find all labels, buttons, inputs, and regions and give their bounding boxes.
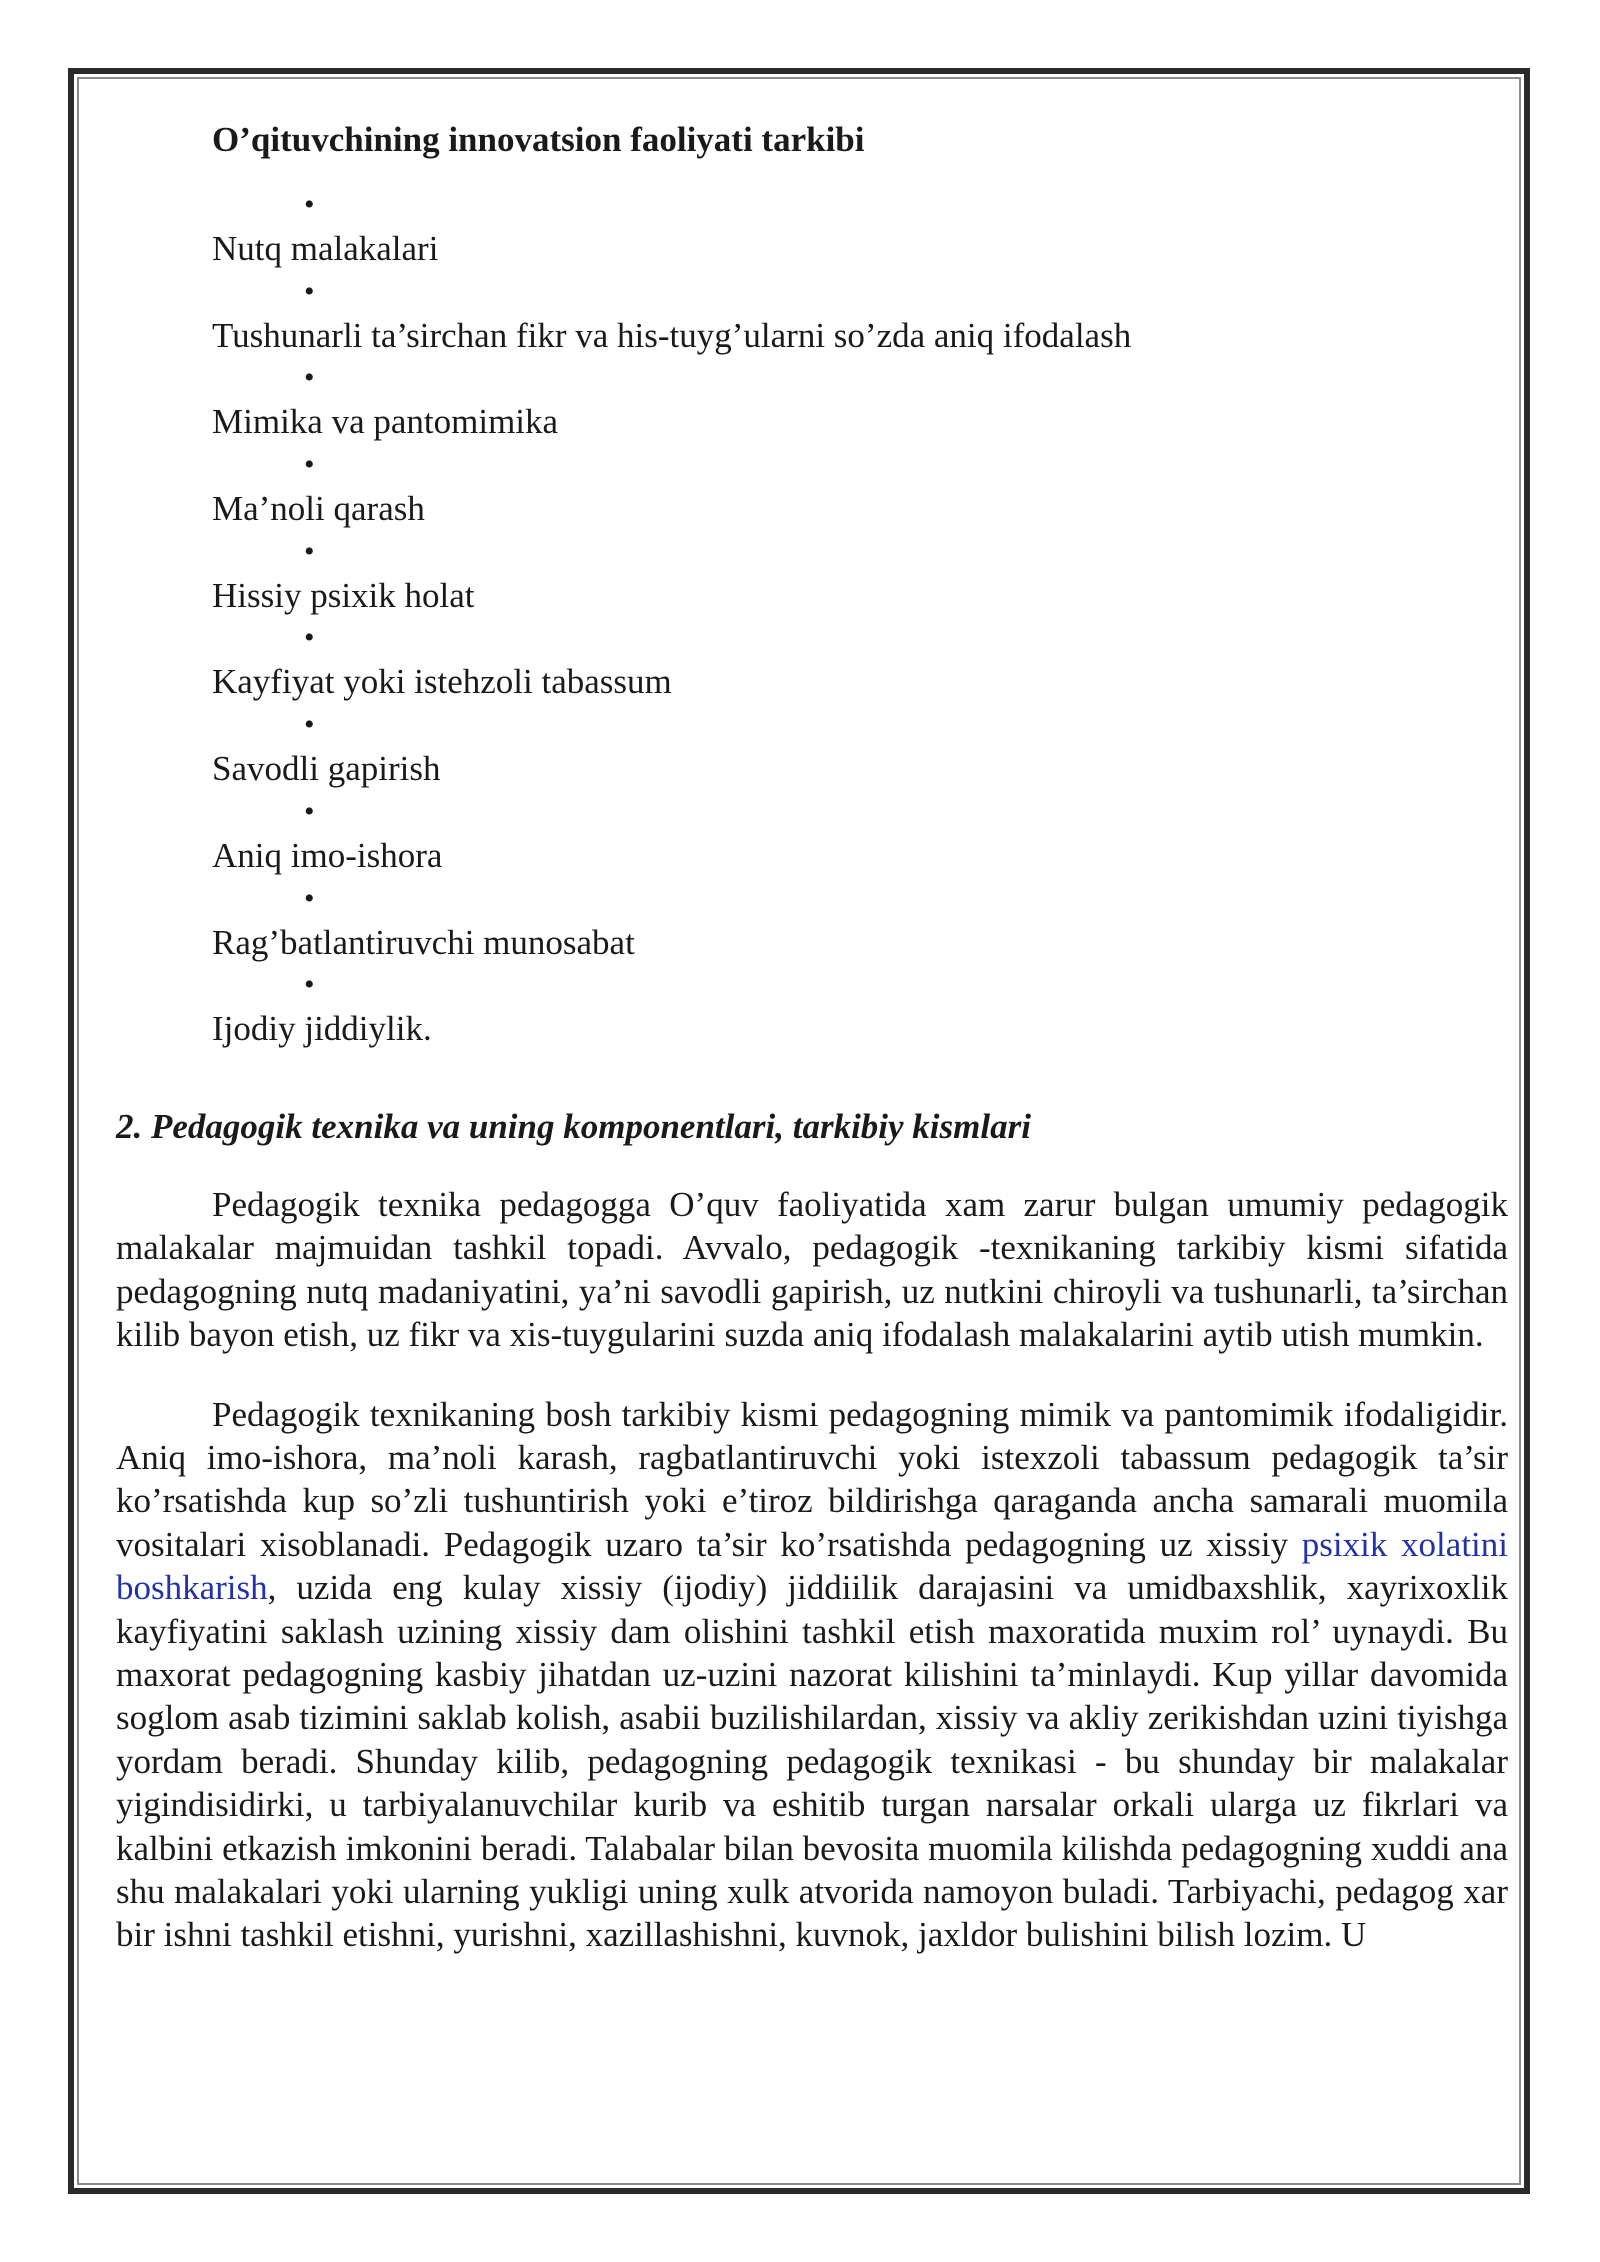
- paragraph-text-after-link: , uzida eng kulay xissiy (ijodiy) jiddiilik darajasini va umidbaxshlik, xayrixoxlik kayfiyatini saklash uzining xissiy dam olishini tashkil etish maxoratida muxim rol’ uynaydi. Bu maxorat pedagogning kasbiy jihatdan uz-uzini nazorat kilishini ta’minlaydi. Kup yillar davomida soglom asab tizimini saklab kolish, asabii buzilishilardan, xissiy va akliy zerikishdan uzini tiyishga yordam beradi. Shunday kilib, pedagogning pedagogik texnikasi - bu shunday bir malakalar yigindisidirki, u tarbiyalanuvchilar kurib va eshitib turgan narsalar orkali ularga uz fikrlari va kalbini etkazish imkonini beradi. Talabalar bilan bevosita muomila kilishda pedagogning xuddi ana shu malakalari yoki ularning yukligi uning xulk atvorida namoyon buladi. Tarbiyachi, pedagog xar bir ishni tashkil etishni, yurishni, xazillashishni, kuvnok, jaxldor bulishini bilish lozim. U: [116, 1568, 1508, 1955]
- list-item: [212, 186, 1508, 273]
- list-item: [212, 793, 1508, 880]
- list-item: [212, 273, 1508, 360]
- bullet-icon: •: [304, 188, 315, 221]
- document-content: [116, 108, 1508, 1957]
- bullet-icon: •: [304, 274, 315, 308]
- bullet-icon: •: [304, 968, 315, 1002]
- bullet-icon: •: [304, 361, 315, 395]
- list-item-text: Rag’batlantiruvchi munosabat: [212, 922, 635, 962]
- list-item: [212, 359, 1508, 446]
- paragraph-pedagogical-technique: Pedagogik texnika pedagogga O’quv faoliyatida xam zarur bulgan umumiy pedagogik malakalar majmuidan tashkil topadi. Avvalo, pedagogik -texnikaning tarkibiy kismi sifatida pedagogning nutq madaniyatini, ya’ni savodli gapirish, uz nutkini chiroyli va tushunarli, ta’sirchan kilib bayon etish, uz fikr va xis-tuygularini suzda aniq ifodalash malakalarini aytib utish mumkin.: [116, 1184, 1508, 1355]
- list-item: [212, 533, 1508, 620]
- bullet-icon: •: [304, 881, 315, 915]
- bullet-icon: •: [304, 621, 315, 655]
- section-title: O’qituvchining innovatsion faoliyati tarkibi: [212, 120, 865, 159]
- bullet-icon: •: [304, 708, 315, 742]
- bullet-icon: •: [304, 448, 315, 482]
- list-item-text: Savodli gapirish: [212, 749, 441, 789]
- paragraph-text-before-link: Pedagogik texnikaning bosh tarkibiy kismi pedagogning mimik va pantomimik ifodaligidir. Aniq imo-ishora, ma’noli karash, ragbatlantiruvchi yoki istexzoli tabassum pedagogik ta’sir ko’rsatishda kup so’zli tushuntirish yoki e’tiroz bildirishga qaraganda ancha samarali muomila vositalari xisoblanadi. Pedagogik uzaro ta’sir ko’rsatishda pedagogning uz xissiy: [116, 1394, 1508, 1564]
- list-item: [212, 880, 1508, 967]
- bullet-icon: •: [304, 794, 315, 828]
- paragraph-main-component: [116, 1393, 1508, 1957]
- list-item-text: Ijodiy jiddiylik.: [212, 1009, 432, 1049]
- subsection-heading: 2. Pedagogik texnika va uning komponentlari, tarkibiy kismlari: [116, 1106, 1031, 1146]
- list-item-text: Tushunarli ta’sirchan fikr va his-tuyg’ularni so’zda aniq ifodalash: [212, 315, 1132, 355]
- list-item: [212, 446, 1508, 533]
- list-item-text: Ma’noli qarash: [212, 489, 425, 529]
- bullet-icon: •: [304, 534, 315, 568]
- list-item-text: Hissiy psixik holat: [212, 575, 475, 615]
- list-item: [212, 619, 1508, 706]
- list-item-text: Kayfiyat yoki istehzoli tabassum: [212, 662, 672, 702]
- list-item-text: Nutq malakalari: [212, 229, 439, 268]
- list-item-text: Mimika va pantomimika: [212, 402, 559, 442]
- component-bullet-list: [212, 186, 1508, 1053]
- psychic-state-link[interactable]: psixik xolatini boshkarish: [116, 1524, 1508, 1608]
- list-item: [212, 966, 1508, 1053]
- list-item-text: Aniq imo-ishora: [212, 835, 443, 875]
- list-item: [212, 706, 1508, 793]
